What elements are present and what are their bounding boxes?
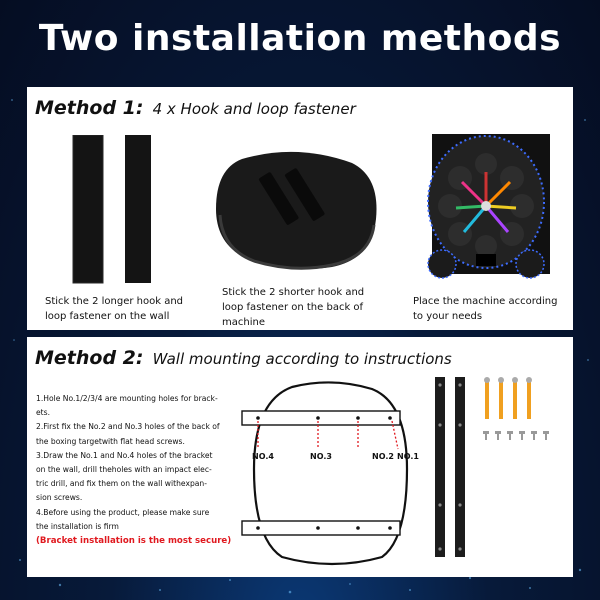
bracket-bar-icon	[435, 377, 445, 557]
method1-heading	[35, 97, 356, 119]
machine-back-image	[212, 149, 382, 274]
method2-heading	[35, 347, 452, 369]
instruction-line: tric drill, and fix them on the wall withexpan-	[36, 479, 207, 489]
method1-caption-1: Stick the 2 longer hook and loop fastener on the wall	[45, 296, 184, 322]
security-note: (Bracket installation is the most secure)	[36, 536, 232, 547]
installation-instructions	[36, 392, 236, 548]
bottom-bracket	[242, 521, 400, 535]
machine-front-icon	[428, 134, 550, 278]
top-bracket	[242, 411, 400, 425]
hole-label-no1: NO.1	[397, 452, 419, 461]
method1-panel	[27, 87, 573, 330]
method1-label: Method 1:	[35, 97, 144, 119]
hook-loop-strip-icon	[73, 135, 103, 283]
instruction-line: sion screws.	[36, 493, 83, 503]
bracket-bar-icon	[455, 377, 465, 557]
instruction-line: 1.Hole No.1/2/3/4 are mounting holes for brack-	[36, 394, 218, 403]
page-title: Two installation methods	[38, 18, 562, 59]
method2-subtitle: Wall mounting according to instructions	[152, 350, 452, 368]
instruction-line: 2.First fix the No.2 and No.3 holes of the back of	[36, 422, 220, 432]
expansion-screw-icon	[484, 377, 532, 419]
flat-head-screw-icon	[483, 431, 549, 440]
hole-label-no2: NO.2	[372, 452, 394, 461]
instruction-line: ets.	[36, 408, 51, 418]
machine-front-image	[420, 134, 560, 286]
method2-panel	[27, 337, 573, 577]
bracket-bars-image	[431, 375, 471, 561]
screws-image	[479, 375, 559, 450]
instruction-line: 4.Before using the product, please make sure	[36, 507, 210, 517]
hook-loop-strip-icon	[125, 135, 151, 283]
instruction-line: on the wall, drill theholes with an impact elec-	[36, 465, 212, 475]
instruction-line: 3.Draw the No.1 and No.4 holes of the bracket	[36, 450, 213, 460]
method1-caption-2: Stick the 2 shorter hook and loop fastener on the back of machine	[222, 287, 365, 328]
hole-label-no4: NO.4	[252, 452, 274, 461]
machine-back-icon	[216, 152, 377, 269]
machine-outline	[254, 382, 407, 564]
method1-caption-3: Place the machine according to your needs	[413, 296, 558, 322]
mounting-diagram	[232, 379, 422, 569]
instruction-line: the installation is firm	[36, 521, 119, 531]
method2-label: Method 2:	[35, 347, 144, 369]
hole-label-no3: NO.3	[310, 452, 332, 461]
instruction-line: the boxing targetwith flat head screws.	[36, 436, 185, 446]
long-strips-image	[71, 135, 151, 285]
method1-subtitle: 4 x Hook and loop fastener	[152, 100, 356, 118]
